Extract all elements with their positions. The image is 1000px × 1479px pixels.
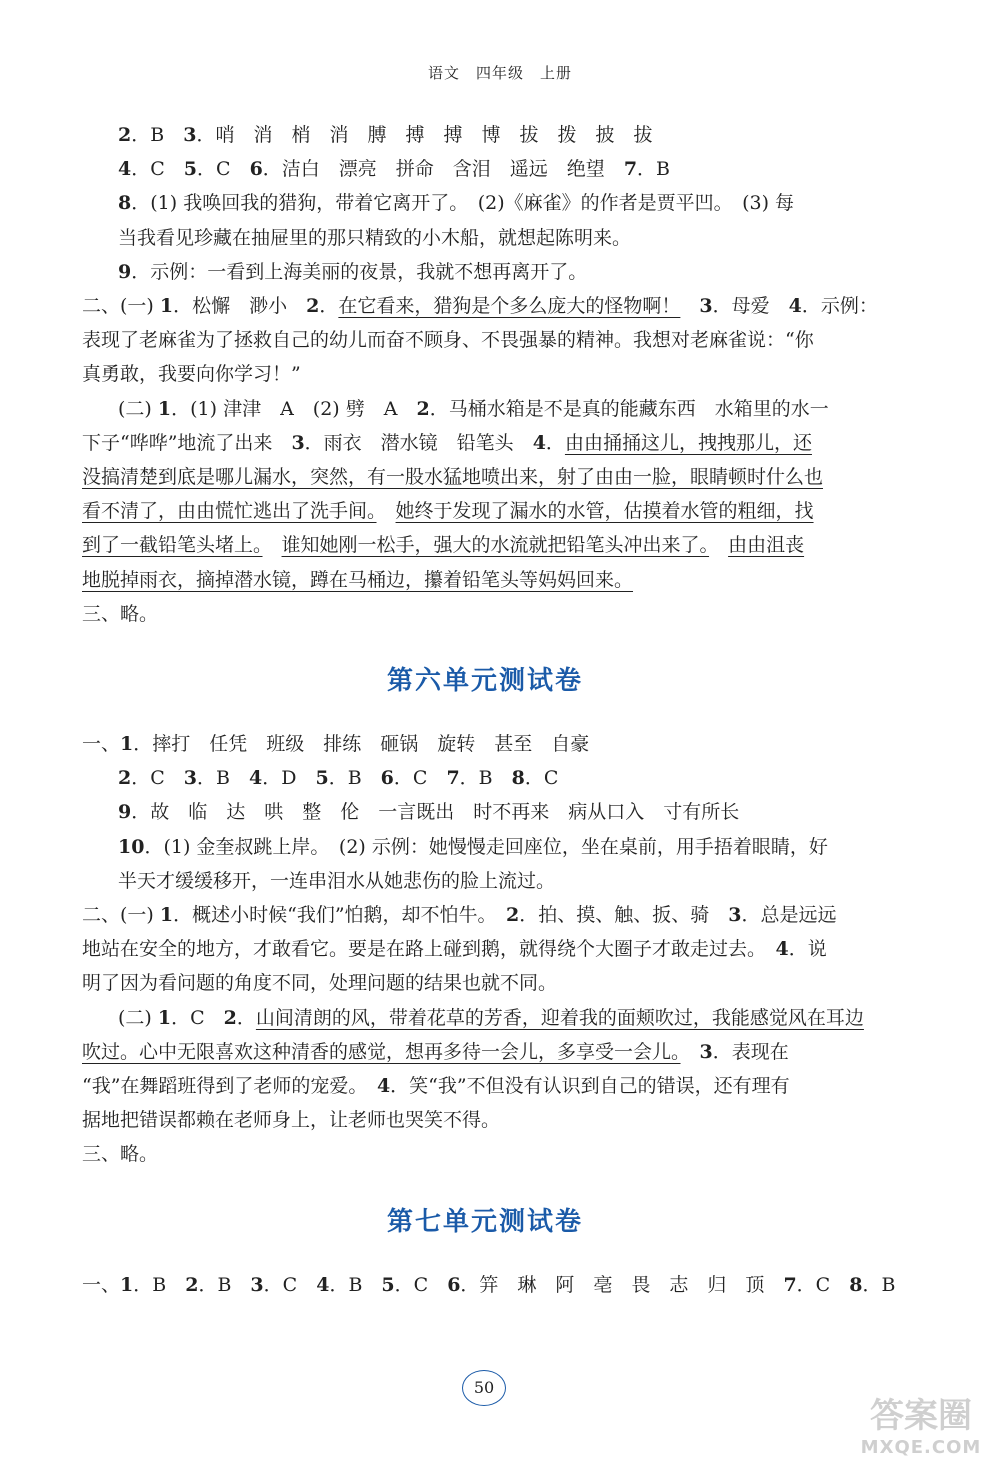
answer-text: ．C	[524, 767, 559, 790]
question-number: 5	[183, 158, 198, 181]
answer-text: 真勇敢，我要向你学习！”	[82, 363, 301, 386]
question-number: 2	[506, 904, 520, 927]
answer-text: ．摔打 任凭 班级 排练 砸锅 旋转 甚至 自豪	[133, 733, 590, 756]
answer-text: 明了因为看问题的角度不同，处理问题的结果也就不同。	[82, 972, 558, 995]
answer-line	[82, 932, 888, 966]
answer-line	[82, 1268, 896, 1302]
question-number: 1	[120, 1273, 134, 1296]
underlined-text: 谁知她刚一松手，强大的水流就把铅笔头冲出来了。	[281, 534, 710, 557]
watermark-logo-text: 答案圈	[870, 1396, 972, 1436]
answer-text: ．示例：	[801, 295, 878, 318]
answer-text: ．D	[262, 767, 316, 790]
question-number: 3	[699, 295, 713, 318]
page-header: 语文 四年级 上册	[427, 64, 572, 82]
answer-text: ．B	[198, 1273, 251, 1296]
answer-line	[82, 1035, 888, 1069]
answer-text: ．	[319, 295, 339, 318]
answer-text: ．C	[171, 1006, 224, 1029]
unit-six-answers	[82, 727, 888, 1172]
question-number: 10	[118, 835, 145, 858]
question-number: 9	[118, 260, 132, 283]
answer-text	[681, 1041, 700, 1063]
answer-line	[82, 727, 888, 761]
unit-seven-answers	[82, 1268, 896, 1302]
answer-line	[82, 426, 888, 460]
question-number: 1	[159, 295, 174, 318]
answer-text: ．C	[796, 1273, 850, 1296]
underlined-text: 到了一截铅笔头堵上。	[82, 534, 263, 557]
answer-line	[82, 761, 888, 795]
answer-text: ．C	[131, 158, 184, 181]
question-number: 1	[120, 733, 134, 756]
answer-text: ．B	[133, 1273, 186, 1296]
question-number: 5	[315, 767, 329, 790]
answer-line	[82, 864, 888, 898]
question-number: 8	[511, 767, 525, 790]
question-number: 2	[223, 1006, 237, 1029]
answer-text: 表现了老麻雀为了拯救自己的幼儿而奋不顾身、不畏强暴的精神。我想对老麻雀说：“你	[82, 329, 814, 352]
answer-line	[82, 186, 888, 220]
answer-text	[263, 534, 282, 556]
answer-line	[82, 357, 888, 391]
question-number: 7	[783, 1273, 797, 1296]
question-number: 2	[118, 124, 132, 146]
question-number: 6	[380, 767, 394, 790]
question-number: 1	[157, 1006, 172, 1029]
answer-text: 一、	[82, 1273, 121, 1296]
question-number: 1	[157, 397, 172, 420]
question-number: 6	[447, 1273, 461, 1296]
answer-text: ．B	[131, 124, 184, 146]
answer-text: ．C	[197, 158, 250, 181]
watermark-url: MXQE.COM	[860, 1437, 982, 1458]
answer-text: ．松懈 渺小	[173, 295, 307, 318]
answer-text: (二)	[118, 397, 158, 420]
answer-text: 地站在安全的地方，才敢看它。要是在路上碰到鹅，就得绕个大圈子才敢走过去。	[82, 938, 776, 961]
question-number: 9	[118, 801, 132, 824]
answer-text	[680, 295, 699, 317]
question-number: 3	[699, 1040, 713, 1063]
answer-text: ．说	[788, 938, 827, 961]
underlined-text: 看不清了，由由慌忙逃出了洗手间。	[82, 500, 377, 523]
answer-text: ．洁白 漂亮 拼命 含泪 遥远 绝望	[262, 158, 624, 181]
answer-text: ．B	[197, 767, 249, 790]
answer-text: ．概述小时候“我们”怕鹅，却不怕牛。	[173, 904, 507, 927]
answer-text: ．故 临 达 哄 整 伦 一言既出 时不再来 病从口入 寸有所长	[131, 801, 740, 824]
answer-text: “我”在舞蹈班得到了老师的宠爱。	[82, 1075, 377, 1098]
answer-text: ．B	[637, 158, 671, 181]
underlined-text: 地脱掉雨衣，摘掉潜水镜，蹲在马桶边，攥着铅笔头等妈妈回来。	[82, 568, 634, 591]
answer-text: 二、(一)	[82, 295, 160, 318]
question-number: 8	[118, 192, 132, 215]
answer-line	[82, 494, 888, 528]
answer-text: ．C	[394, 1273, 448, 1296]
answer-text: ．(1) 我唤回我的猎狗，带着它离开了。 (2)《麻雀》的作者是贾平凹。 (3) 每	[131, 192, 795, 215]
underlined-text: 山间清朗的风，带着花草的芳香，迎着我的面颊吹过，我能感觉风在耳边	[255, 1006, 864, 1029]
underlined-text: 在它看来，猎狗是个多么庞大的怪物啊！	[338, 295, 681, 318]
underlined-text: 没搞清楚到底是哪儿漏水，突然，有一股水猛地喷出来，射了由由一脸，眼睛顿时什么也	[82, 466, 824, 489]
answer-text: ．C	[131, 767, 184, 790]
answer-text: ．马桶水箱是不是真的能藏东西 水箱里的水一	[429, 397, 829, 420]
answer-text: ．表现在	[712, 1040, 789, 1063]
answer-line	[82, 152, 888, 186]
answer-text: 一、	[82, 733, 121, 756]
answer-line	[82, 221, 888, 255]
answer-text: ．笄 琳 阿 亳 畏 志 归 顶	[460, 1273, 784, 1296]
underlined-text: 由由沮丧	[728, 534, 805, 557]
answer-text: ．C	[393, 767, 447, 790]
question-number: 7	[446, 767, 460, 790]
question-number: 4	[775, 938, 789, 961]
answer-line	[82, 563, 888, 597]
answer-text: ．	[545, 431, 565, 454]
answer-line	[82, 597, 888, 631]
answer-text: ．B	[328, 767, 381, 790]
answer-text: ．雨衣 潜水镜 铅笔头	[304, 431, 533, 454]
answer-text: ．笑“我”不但没有认识到自己的错误，还有理有	[390, 1075, 790, 1098]
question-number: 6	[249, 158, 263, 181]
question-number: 5	[381, 1273, 395, 1296]
answer-line	[82, 966, 888, 1000]
answer-line	[82, 528, 888, 562]
unit-six-heading: 第六单元测试卷	[386, 666, 583, 697]
question-number: 2	[185, 1273, 199, 1296]
answer-text: 据地把错误都赖在老师身上，让老师也哭笑不得。	[82, 1109, 501, 1132]
answer-text: ．哨 消 梢 消 膊 搏 搏 博 拔 拨 披 拔	[196, 124, 653, 146]
question-number: 3	[183, 767, 198, 790]
unit-seven-heading: 第七单元测试卷	[386, 1206, 583, 1237]
answer-text: 二、(一)	[82, 904, 160, 927]
answer-text: ．总是远远	[741, 904, 837, 927]
answer-text: 三、略。	[82, 1143, 159, 1166]
answer-line	[82, 255, 888, 289]
answer-line	[82, 460, 888, 494]
answer-text: 下子“哗哗”地流了出来	[82, 431, 292, 454]
answer-text: ．示例：一看到上海美丽的夜景，我就不想再离开了。	[131, 260, 588, 283]
question-number: 4	[376, 1075, 391, 1098]
question-number: 4	[316, 1273, 330, 1296]
answer-line	[82, 830, 888, 864]
question-number: 2	[306, 295, 320, 318]
answer-text: 半天才缓缓移开，一连串泪水从她悲伤的脸上流过。	[118, 869, 556, 892]
answer-text: ．(1) 津津 A (2) 劈 A	[171, 397, 417, 420]
question-number: 8	[849, 1273, 863, 1296]
unit-five-answers	[82, 118, 888, 631]
answer-text: ．C	[263, 1273, 317, 1296]
answer-line	[82, 392, 888, 426]
answer-text: 三、略。	[82, 602, 159, 625]
answer-line	[82, 795, 888, 829]
question-number: 7	[623, 158, 638, 181]
question-number: 3	[291, 431, 305, 454]
question-number: 3	[250, 1273, 264, 1296]
answer-text: ．拍、摸、触、扳、骑	[519, 904, 729, 927]
answer-text	[709, 534, 728, 556]
answer-text: ．	[236, 1006, 256, 1029]
answer-line	[82, 323, 888, 357]
answer-line	[82, 898, 888, 932]
answer-text: ．B	[459, 767, 512, 790]
answer-content	[82, 118, 896, 1302]
question-number: 2	[118, 767, 132, 790]
answer-line	[82, 1137, 888, 1171]
question-number: 4	[532, 431, 546, 454]
answer-text: ．(1) 金奎叔跳上岸。 (2) 示例：她慢慢走回座位，坐在桌前，用手捂着眼睛，好	[144, 835, 828, 858]
answer-text: (二)	[118, 1006, 158, 1029]
question-number: 2	[416, 397, 430, 420]
underlined-text: 由由捅捅这儿，拽拽那儿，还	[564, 431, 812, 454]
question-number: 3	[728, 904, 742, 927]
question-number: 1	[159, 904, 174, 927]
answer-line	[82, 1103, 888, 1137]
answer-line	[82, 1001, 888, 1035]
answer-text	[377, 500, 396, 522]
watermark-logo	[856, 1395, 986, 1471]
answer-line	[82, 1069, 888, 1103]
answer-text: ．母爱	[712, 295, 789, 318]
question-number: 4	[788, 295, 802, 318]
question-number: 3	[183, 124, 197, 146]
page-number: 50	[462, 1370, 506, 1406]
underlined-text: 她终于发现了漏水的水管，估摸着水管的粗细，找	[395, 500, 814, 523]
answer-text: ．B	[862, 1273, 896, 1296]
underlined-text: 吹过。心中无限喜欢这种清香的感觉，想再多待一会儿，多享受一会儿。	[82, 1040, 681, 1063]
answer-text: 当我看见珍藏在抽屉里的那只精致的小木船，就想起陈明来。	[118, 226, 632, 249]
answer-text: ．B	[329, 1273, 382, 1296]
answer-line	[82, 118, 888, 152]
question-number: 4	[248, 767, 263, 790]
answer-line	[82, 289, 888, 323]
question-number: 4	[118, 158, 132, 181]
